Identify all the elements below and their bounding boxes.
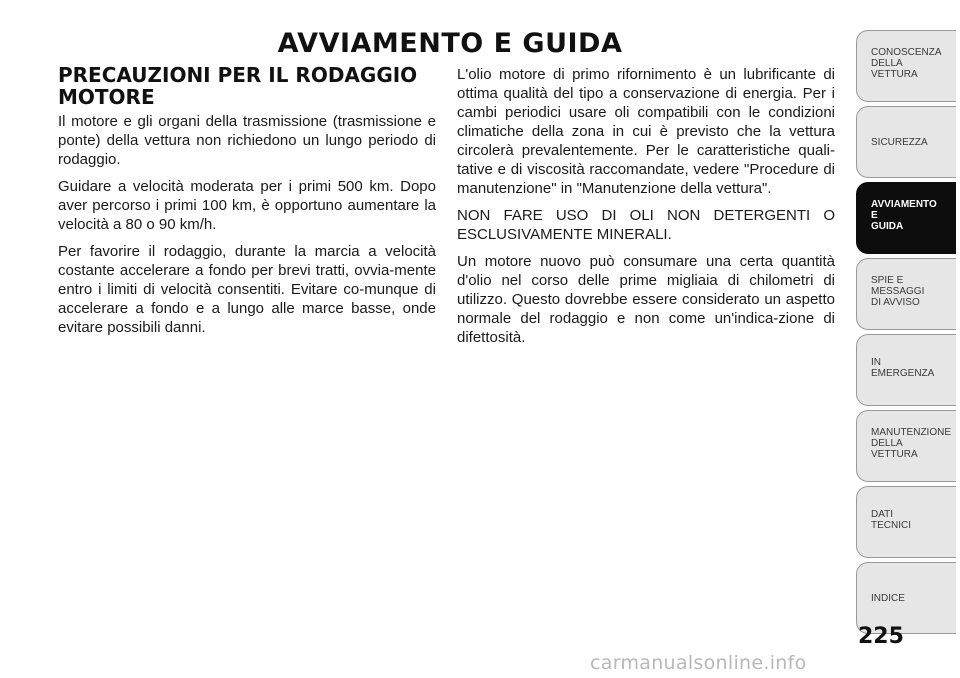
tab-label-line: DATI bbox=[871, 509, 894, 520]
tab-label-line: TECNICI bbox=[871, 520, 911, 531]
tab-label-line: CONOSCENZA bbox=[871, 47, 942, 58]
tab-label-line: SPIE E bbox=[871, 275, 904, 286]
tab-avviamento-e-guida[interactable] bbox=[856, 182, 956, 254]
tab-sicurezza[interactable] bbox=[856, 106, 956, 178]
right-column bbox=[457, 65, 835, 355]
tab-label-line: IN bbox=[871, 357, 881, 368]
tab-label-line: INDICE bbox=[871, 593, 905, 604]
tab-manutenzione-della-vettura[interactable] bbox=[856, 410, 956, 482]
tab-in-emergenza[interactable] bbox=[856, 334, 956, 406]
paragraph: Un motore nuovo può consumare una certa quantità d'olio nel corso delle prime migliaia di chilometri di utilizzo. Questo dovrebbe essere considerato un aspetto normale del rodaggio e non come un'indica-zione di difettosità. bbox=[457, 253, 835, 346]
paragraph: L'olio motore di primo rifornimento è un lubrificante di ottima qualità del tipo a conservazione di energia. Per i cambi periodici usare oli compatibili con le condizioni climatiche della zona in cui è previsto che la vettura circolerà prevalentemente. Per le caratteristiche quali-tative e di viscosità raccomandate, vedere "Procedure di manutenzione" in "Manutenzione della vettura". bbox=[457, 66, 835, 197]
paragraph: Per favorire il rodaggio, durante la marcia a velocità costante accelerare a fondo per brevi tratti, ovvia-mente entro i limiti di velocità consentiti. Evitare co-munque di accelerare a fondo e a lungo alle marce basse, onde evitare possibili danni. bbox=[58, 243, 436, 336]
tab-label-line: DELLA bbox=[871, 438, 903, 449]
tab-label-line: VETTURA bbox=[871, 69, 918, 80]
tab-label-line: DI AVVISO bbox=[871, 297, 920, 308]
section-heading: PRECAUZIONI PER IL RODAGGIO MOTORE bbox=[58, 63, 418, 109]
page-title: AVVIAMENTO E GUIDA bbox=[277, 28, 623, 59]
tab-conoscenza-della-vettura[interactable] bbox=[856, 30, 956, 102]
tab-label-line: E bbox=[871, 210, 878, 221]
paragraph: Guidare a velocità moderata per i primi 500 km. Dopo aver percorso i primi 100 km, è opportuno aumentare la velocità a 80 o 90 km/h. bbox=[58, 178, 436, 233]
tab-dati-tecnici[interactable] bbox=[856, 486, 956, 558]
watermark: carmanualsonline.info bbox=[590, 652, 807, 674]
left-column bbox=[58, 64, 436, 345]
tab-label-line: VETTURA bbox=[871, 449, 918, 460]
warning-paragraph: NON FARE USO DI OLI NON DETERGENTI O ESCLUSIVAMENTE MINERALI. bbox=[457, 207, 835, 243]
tab-label-line: DELLA bbox=[871, 58, 903, 69]
tab-label-line: MESSAGGI bbox=[871, 286, 925, 297]
tab-label-line: GUIDA bbox=[871, 221, 904, 232]
tab-label-line: MANUTENZIONE bbox=[871, 427, 951, 438]
tab-label-line: AVVIAMENTO bbox=[871, 199, 937, 210]
tab-label-line: EMERGENZA bbox=[871, 368, 935, 379]
paragraph: Il motore e gli organi della trasmissione (trasmissione e ponte) della vettura non richiedono un lungo periodo di rodaggio. bbox=[58, 113, 436, 168]
tab-spie-e-messaggi-di-avviso[interactable] bbox=[856, 258, 956, 330]
page-number: 225 bbox=[858, 624, 904, 649]
tab-label-line: SICUREZZA bbox=[871, 137, 928, 148]
